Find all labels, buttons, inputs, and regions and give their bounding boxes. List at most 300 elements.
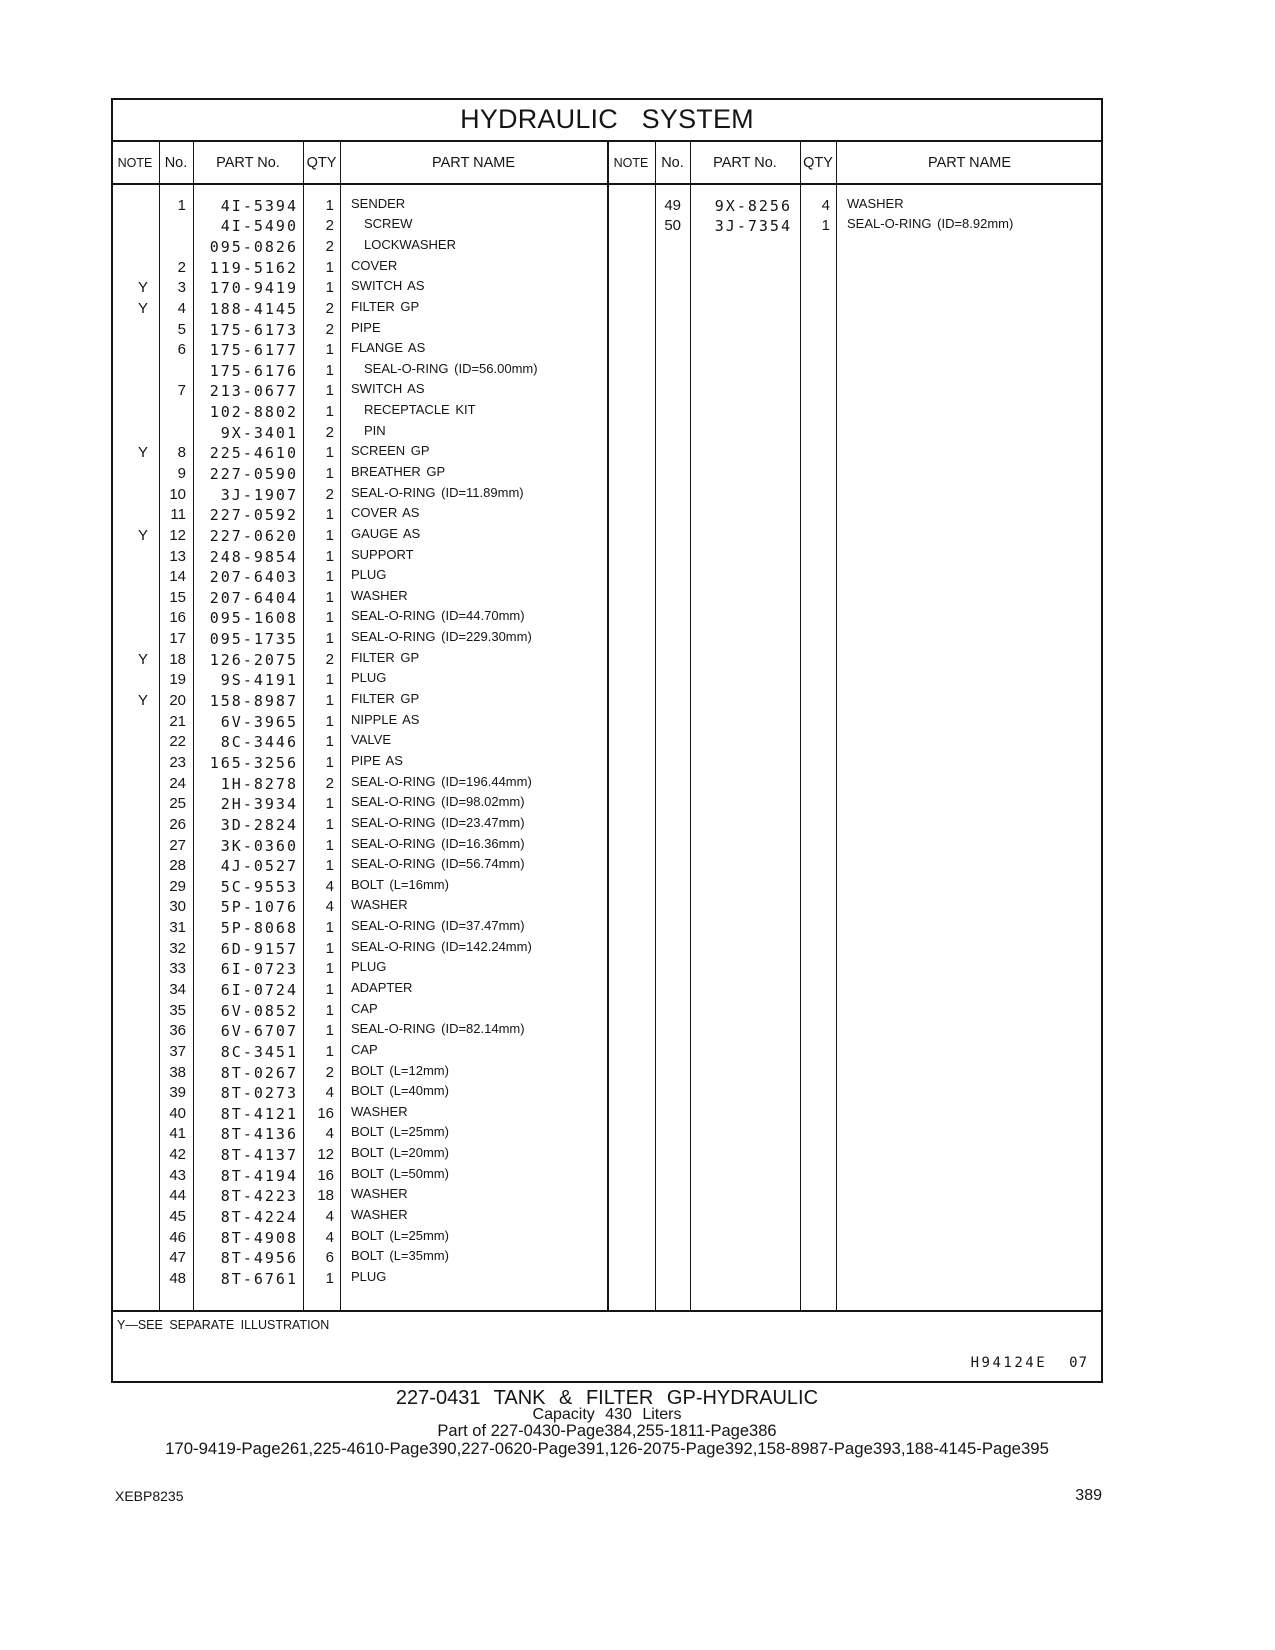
quantity: 1 (325, 795, 334, 813)
item-number: 40 (169, 1104, 186, 1122)
part-number: 158-8987 (209, 692, 298, 711)
quantity: 1 (325, 981, 334, 998)
parts-list-row (111, 320, 607, 341)
parts-list-row (111, 443, 607, 464)
part-number: 4I-5490 (220, 217, 298, 236)
part-number: 9X-8256 (714, 196, 792, 215)
part-number: 095-0826 (209, 237, 298, 256)
part-name: SEAL-O-RING (ID=82.14mm) (351, 1021, 525, 1037)
part-number: 8C-3446 (220, 733, 298, 752)
part-name: PIPE (351, 319, 381, 335)
parts-list-row (111, 897, 607, 918)
quantity: 1 (325, 630, 334, 648)
item-number: 32 (169, 939, 186, 957)
column-divider (836, 141, 837, 1311)
part-name: SEAL-O-RING (ID=56.00mm) (364, 360, 538, 376)
header-item-number: No. (164, 154, 188, 171)
part-name: WASHER (351, 1186, 408, 1202)
quantity: 4 (325, 1208, 334, 1226)
item-number: 4 (177, 299, 186, 317)
part-number: 6V-3965 (220, 712, 298, 731)
part-number: 8T-4121 (220, 1104, 298, 1123)
item-number: 44 (169, 1187, 186, 1205)
item-number: 17 (169, 630, 186, 648)
item-number: 5 (177, 320, 186, 338)
part-name: SEAL-O-RING (ID=37.47mm) (351, 918, 525, 934)
part-number: 225-4610 (209, 444, 298, 463)
parts-list-row (111, 402, 607, 423)
parts-list-row (111, 691, 607, 712)
part-number: 4I-5394 (220, 196, 298, 215)
item-number: 15 (169, 588, 186, 606)
quantity: 1 (325, 506, 334, 524)
parts-list-row (111, 485, 607, 506)
part-name: PIN (364, 422, 386, 438)
part-name: BOLT (L=40mm) (351, 1083, 449, 1099)
part-name: CAP (351, 1041, 378, 1057)
part-name: SEAL-O-RING (ID=8.92mm) (847, 216, 1014, 232)
item-number: 7 (177, 382, 186, 400)
item-number: 49 (664, 196, 681, 214)
part-name: COVER (351, 257, 398, 273)
parts-list-row (111, 774, 607, 795)
item-number: 29 (169, 877, 186, 895)
item-number: 14 (169, 568, 186, 586)
part-number: 095-1608 (209, 609, 298, 628)
item-number: 26 (169, 815, 186, 833)
item-number: 41 (169, 1125, 186, 1143)
quantity: 4 (325, 1084, 334, 1102)
item-number: 35 (169, 1001, 186, 1019)
part-number: 8T-4223 (220, 1187, 298, 1206)
item-number: 46 (169, 1228, 186, 1246)
item-number: 45 (169, 1208, 186, 1226)
part-number: 227-0620 (209, 526, 298, 545)
parts-list-row (111, 670, 607, 691)
header-part-name: PART NAME (432, 154, 515, 171)
quantity: 4 (325, 877, 334, 895)
part-name: WASHER (351, 897, 408, 913)
parts-list-row (111, 1124, 607, 1145)
part-name: PIPE AS (351, 752, 403, 768)
part-number: 8T-4136 (220, 1125, 298, 1144)
part-number: 6I-0724 (220, 981, 298, 999)
parts-list-row (111, 340, 607, 361)
part-number: 8T-4224 (220, 1208, 298, 1227)
item-number: 25 (169, 795, 186, 813)
parts-list-row (111, 278, 607, 299)
part-note: Y (137, 526, 148, 544)
quantity: 1 (325, 568, 334, 586)
part-note: Y (137, 650, 148, 668)
part-name: SWITCH AS (351, 278, 425, 294)
column-divider (690, 141, 691, 1311)
part-number: 213-0677 (209, 382, 298, 401)
parts-table (111, 98, 1103, 1383)
parts-list-left (111, 196, 607, 1290)
part-name: BOLT (L=20mm) (351, 1145, 449, 1161)
part-number: 170-9419 (209, 279, 298, 298)
quantity: 1 (325, 1042, 334, 1060)
part-of-reference: Part of 227-0430-Page384,255-1811-Page386 (437, 1421, 777, 1440)
item-number: 28 (169, 857, 186, 875)
item-number: 19 (169, 671, 186, 689)
column-header-row-right (607, 141, 1103, 184)
part-name: SUPPORT (351, 546, 414, 562)
quantity: 1 (325, 692, 334, 710)
part-number: 126-2075 (209, 650, 298, 669)
header-note: NOTE (613, 155, 649, 170)
parts-list-row (111, 1207, 607, 1228)
item-number: 48 (169, 1269, 186, 1287)
quantity: 2 (325, 320, 334, 338)
parts-list-row (111, 361, 607, 382)
illustration-number (971, 1355, 1088, 1371)
part-name: FILTER GP (351, 691, 420, 707)
part-name: GAUGE AS (351, 525, 421, 541)
parts-list-row (111, 856, 607, 877)
parts-list-row (111, 1083, 607, 1104)
part-name: SCREEN GP (351, 443, 430, 459)
part-name: LOCKWASHER (364, 236, 456, 252)
item-number: 31 (169, 919, 186, 937)
parts-list-row (111, 1228, 607, 1249)
part-name: SWITCH AS (351, 381, 425, 397)
quantity: 1 (325, 258, 334, 276)
item-number: 23 (169, 753, 186, 771)
parts-list-row (111, 1104, 607, 1125)
part-number: 8T-0273 (220, 1084, 298, 1103)
quantity: 1 (325, 712, 334, 730)
part-number: 5P-1076 (220, 898, 298, 917)
part-name: SEAL-O-RING (ID=142.24mm) (351, 938, 532, 954)
parts-list-row (111, 216, 607, 237)
part-number: 8T-4956 (220, 1249, 298, 1268)
quantity: 1 (325, 196, 334, 214)
part-name: PLUG (351, 959, 387, 975)
part-number: 6I-0723 (220, 960, 298, 979)
parts-list-row (111, 258, 607, 279)
part-number: 6D-9157 (220, 939, 298, 958)
item-number: 47 (169, 1249, 186, 1267)
parts-list-row (111, 299, 607, 320)
column-divider (800, 141, 801, 1311)
part-number: 227-0592 (209, 506, 298, 525)
quantity: 2 (325, 774, 334, 792)
quantity: 1 (325, 464, 334, 482)
item-number: 6 (177, 341, 186, 359)
header-part-number: PART No. (216, 154, 280, 171)
part-name: PLUG (351, 670, 387, 686)
part-name: BOLT (L=35mm) (351, 1248, 449, 1264)
item-number: 36 (169, 1022, 186, 1040)
part-number: 8T-4137 (220, 1146, 298, 1165)
part-name: SCREW (364, 216, 413, 232)
item-number: 43 (169, 1166, 186, 1184)
group-title: 227-0431 TANK & FILTER GP-HYDRAULIC (395, 1387, 819, 1409)
part-name: BOLT (L=16mm) (351, 876, 449, 892)
part-name: FILTER GP (351, 298, 420, 314)
part-number: 175-6173 (209, 320, 298, 339)
quantity: 1 (325, 444, 334, 462)
quantity: 1 (325, 815, 334, 833)
parts-list-row (111, 753, 607, 774)
quantity: 1 (325, 919, 334, 937)
quantity: 1 (325, 671, 334, 689)
part-name: RECEPTACLE KIT (364, 402, 476, 418)
quantity: 18 (317, 1187, 334, 1205)
quantity: 1 (325, 361, 334, 379)
part-name: SEAL-O-RING (ID=16.36mm) (351, 835, 525, 851)
item-number: 30 (169, 898, 186, 916)
document-code: XEBP8235 (115, 1488, 184, 1504)
item-number: 27 (169, 836, 186, 854)
quantity: 1 (325, 939, 334, 957)
parts-list-row (111, 650, 607, 671)
quantity: 1 (325, 547, 334, 565)
parts-list-row (111, 237, 607, 258)
item-number: 42 (169, 1146, 186, 1164)
part-name: NIPPLE AS (351, 711, 420, 727)
part-number: 9S-4191 (220, 671, 298, 690)
part-name: BREATHER GP (351, 463, 446, 479)
header-part-name: PART NAME (928, 154, 1011, 171)
quantity: 2 (325, 299, 334, 317)
parts-list-row (111, 732, 607, 753)
quantity: 2 (325, 650, 334, 668)
quantity: 1 (325, 588, 334, 606)
quantity: 1 (325, 609, 334, 627)
quantity: 4 (325, 898, 334, 916)
quantity: 1 (325, 857, 334, 875)
header-part-number: PART No. (713, 154, 777, 171)
part-name: SEAL-O-RING (ID=44.70mm) (351, 608, 525, 624)
part-number: 119-5162 (209, 258, 298, 277)
column-header-row-left (111, 141, 607, 184)
header-quantity: QTY (306, 154, 337, 171)
part-name: WASHER (351, 1103, 408, 1119)
parts-list-row (111, 1001, 607, 1022)
item-number: 22 (169, 733, 186, 751)
quantity: 1 (325, 733, 334, 751)
illustration-code: H94124E (970, 1355, 1048, 1371)
parts-list-row (111, 1021, 607, 1042)
item-number: 20 (169, 692, 186, 710)
parts-list-row (111, 877, 607, 898)
quantity: 1 (325, 753, 334, 771)
quantity: 1 (325, 1001, 334, 1019)
parts-list-row (111, 629, 607, 650)
part-note: Y (137, 279, 148, 297)
item-number: 8 (177, 444, 186, 462)
part-name: SEAL-O-RING (ID=229.30mm) (351, 629, 532, 645)
part-number: 248-9854 (209, 547, 298, 566)
parts-list-row (111, 423, 607, 444)
parts-list-row (607, 196, 1103, 217)
part-number: 8T-4908 (220, 1228, 298, 1247)
parts-list-right (607, 196, 1103, 237)
part-name: SEAL-O-RING (ID=11.89mm) (351, 484, 524, 500)
part-name: SEAL-O-RING (ID=56.74mm) (351, 856, 525, 872)
parts-list-row (111, 815, 607, 836)
item-number: 11 (170, 506, 186, 524)
part-number: 8T-0267 (220, 1063, 298, 1082)
quantity: 1 (325, 526, 334, 544)
part-note: Y (137, 444, 148, 462)
quantity: 1 (821, 217, 830, 235)
part-note: Y (137, 692, 148, 710)
parts-list-row (111, 918, 607, 939)
part-number: 5P-8068 (220, 919, 298, 938)
part-name: FLANGE AS (351, 340, 426, 356)
part-name: PLUG (351, 567, 387, 583)
item-number: 10 (169, 485, 186, 503)
item-number: 9 (177, 464, 186, 482)
illustration-suffix: 07 (1069, 1355, 1088, 1371)
quantity: 4 (821, 196, 830, 214)
parts-list-row (111, 505, 607, 526)
part-name: SEAL-O-RING (ID=98.02mm) (351, 794, 525, 810)
footnote: Y—SEE SEPARATE ILLUSTRATION (117, 1318, 330, 1332)
part-name: FILTER GP (351, 649, 420, 665)
part-number: 8T-4194 (220, 1166, 298, 1185)
part-number: 165-3256 (209, 753, 298, 772)
item-number: 13 (169, 547, 186, 565)
page-references: 170-9419-Page261,225-4610-Page390,227-0620-Page391,126-2075-Page392,158-8987-Page393,188-4145-Page395 (165, 1438, 1049, 1458)
quantity: 1 (325, 403, 334, 421)
part-name: WASHER (847, 195, 904, 211)
parts-list-row (111, 608, 607, 629)
item-number: 21 (169, 712, 186, 730)
item-number: 12 (169, 526, 186, 544)
part-number: 3K-0360 (220, 836, 298, 855)
quantity: 1 (325, 341, 334, 359)
quantity: 6 (325, 1249, 334, 1267)
item-number: 50 (664, 217, 681, 235)
part-number: 3J-7354 (714, 217, 792, 236)
quantity: 1 (325, 279, 334, 297)
parts-list-row (111, 547, 607, 568)
parts-list-row (111, 712, 607, 733)
part-note: Y (137, 299, 148, 317)
part-number: 207-6403 (209, 568, 298, 587)
part-name: VALVE (351, 732, 391, 748)
item-number: 38 (169, 1063, 186, 1081)
part-number: 3J-1907 (220, 485, 298, 504)
part-number: 102-8802 (209, 403, 298, 422)
quantity: 16 (317, 1166, 334, 1184)
part-name: SEAL-O-RING (ID=196.44mm) (351, 773, 532, 789)
part-number: 4J-0527 (220, 857, 298, 876)
part-name: BOLT (L=50mm) (351, 1165, 449, 1181)
parts-list-row (111, 959, 607, 980)
part-number: 207-6404 (209, 588, 298, 607)
item-number: 34 (169, 981, 186, 998)
part-name: SEAL-O-RING (ID=23.47mm) (351, 814, 525, 830)
parts-list-row (111, 1063, 607, 1084)
item-number: 3 (177, 279, 186, 297)
part-number: 9X-3401 (220, 423, 298, 442)
part-number: 6V-6707 (220, 1022, 298, 1041)
quantity: 1 (325, 382, 334, 400)
part-number: 1H-8278 (220, 774, 298, 793)
part-name: WASHER (351, 1207, 408, 1223)
column-divider (655, 141, 656, 1311)
part-number: 227-0590 (209, 464, 298, 483)
parts-list-row (111, 939, 607, 960)
parts-list-row (111, 980, 607, 1001)
part-name: BOLT (L=25mm) (351, 1227, 449, 1243)
quantity: 1 (325, 836, 334, 854)
parts-list-row (111, 1145, 607, 1166)
parts-list-row (111, 567, 607, 588)
item-number: 39 (169, 1084, 186, 1102)
item-number: 33 (169, 960, 186, 978)
parts-list-row (111, 1042, 607, 1063)
item-number: 16 (169, 609, 186, 627)
page-number: 389 (1075, 1487, 1102, 1504)
quantity: 1 (325, 960, 334, 978)
item-number: 18 (169, 650, 186, 668)
part-name: PLUG (351, 1268, 387, 1284)
part-number: 175-6177 (209, 341, 298, 360)
quantity: 2 (325, 217, 334, 235)
part-number: 8C-3451 (220, 1042, 298, 1061)
parts-list-row (111, 1269, 607, 1290)
section-title: HYDRAULIC SYSTEM (460, 104, 754, 134)
quantity: 2 (325, 1063, 334, 1081)
header-item-number: No. (661, 154, 684, 171)
part-number: 175-6176 (209, 361, 298, 380)
item-number: 24 (169, 774, 186, 792)
parts-list-row (111, 526, 607, 547)
quantity: 2 (325, 485, 334, 503)
part-name: ADAPTER (351, 980, 413, 995)
header-quantity: QTY (803, 154, 833, 171)
part-name: COVER AS (351, 505, 420, 521)
quantity: 1 (325, 1022, 334, 1040)
part-name: WASHER (351, 587, 408, 603)
quantity: 1 (325, 1269, 334, 1287)
part-number: 2H-3934 (220, 795, 298, 814)
part-name: CAP (351, 1000, 378, 1016)
parts-list-row (111, 1186, 607, 1207)
header-note: NOTE (117, 155, 153, 170)
quantity: 12 (317, 1146, 334, 1164)
item-number: 2 (177, 258, 186, 276)
quantity: 2 (325, 423, 334, 441)
part-name: BOLT (L=12mm) (351, 1062, 449, 1078)
parts-list-row (111, 836, 607, 857)
parts-list-row (111, 794, 607, 815)
parts-list-row (111, 196, 607, 217)
parts-list-row (111, 381, 607, 402)
quantity: 2 (325, 237, 334, 255)
parts-list-row (607, 216, 1103, 237)
part-number: 6V-0852 (220, 1001, 298, 1020)
part-number: 095-1735 (209, 630, 298, 649)
parts-list-row (111, 588, 607, 609)
parts-list-row (111, 464, 607, 485)
parts-list-row (111, 1248, 607, 1269)
part-name: BOLT (L=25mm) (351, 1124, 449, 1140)
part-number: 5C-9553 (220, 877, 298, 896)
quantity: 4 (325, 1125, 334, 1143)
item-number: 1 (177, 196, 186, 214)
item-number: 37 (169, 1042, 186, 1060)
capacity-note: Capacity 430 Liters (532, 1405, 682, 1423)
part-name: SENDER (351, 195, 406, 211)
